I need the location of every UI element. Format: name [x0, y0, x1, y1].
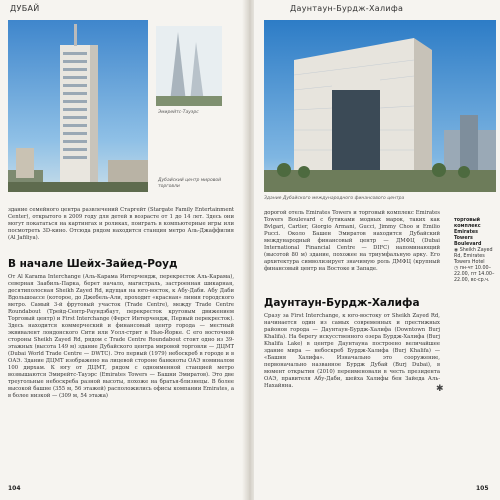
- right-page: [254, 0, 500, 500]
- clock-icon: ◷: [454, 266, 459, 271]
- photo-emirates-towers: [156, 26, 222, 106]
- running-head-left: ДУБАЙ: [10, 4, 40, 13]
- running-head-right: Даунтаун-Бурдж-Халифа: [290, 4, 404, 13]
- sidebar-title: торговый комплекс Emirates Towers Boulevard: [454, 218, 482, 247]
- section-heading-left: В начале Шейх-Зайед-Роуд: [8, 258, 178, 270]
- caption-main: Дубайский центр мировой торговли: [158, 178, 222, 189]
- section-paragraph-right: Сразу за First Interchange, к юго-востоку от Sheikh Zayed Rd, начинается один из самых современных и престижных районов города — Даунтаун-Бурдж-Халифа (Downtown Burj Khalifa). На берегу искусственного озера Бурдж-Халифа (Burj Khalifa Lake) в центре Даунтауна построено величайшее здание мира — небоскреб Бурдж-Халифа (Burj Khalifa) — «Башня Халифа». Изначально это сооружение, первоначально названное Бурдж Дубай (Burj Dubai), в момент открытия (2010) переименовали в честь президента ОАЭ, правителя Абу-Даби, шейха Халифы бен Зайеда Аль-Нахайяна.: [264, 313, 440, 389]
- section-paragraph-left: От Al Karama Interchange (Аль-Карама Интерчендж, перекресток Аль-Карама), северная Заабиль-Парка, берет начало, магистраль, застроенная шикарная, десятиполосная Sheikh Zayed Rd, идущая на юго-восток, к Абу-Даби. Абу Даби Вдольшоассе (которое, до Джебель-Али, проходит «красная» линия городского метро. Самый 3-й фрутовый участок (Trade Centre), между Trade Centre Roundabout (Трейд-Сентр-Раундэбаут, перекресток круговым движением Торговый центр) и First Interchange (Ферст Интерчендж, Первый перекресток). Здесь находится коммерческий и финансовый центр города — местный эквивалент лондонского Сити или Уолл-стрит в Нью-Йорке. С его восточной стороны Sheikh Zayed Rd, рядом с Trade Centre Roundabout стоит одно из 39-этажных (высота 149 м) здание Дубайского центра мировой торговли — ДЦМТ (Dubai World Trade Centre — DWTC). Это первый (1979) небоскреб в городе и в ОАЭ. Здание ДЦМТ изображено на лицевой стороне банкноты ОАЭ номиналом 100 дирхам. К югу от ДЦМТ, рядом с одноименной станцией метро возвышаются Эмирейтс-Тауэрс (Emirates Towers — Башни Эмиратов). Это две треугольные небоскреба разной высоты, похоже на братья-близнецы. В более высокой башне (355 м, 56 этажей) расположились офисы компании Emirates, а в более низкой — (309 м, 54 этажа): [8, 274, 234, 399]
- sidebar-hours: [454, 266, 498, 284]
- photo-world-trade-centre: [8, 20, 148, 192]
- sidebar-address-text: Sheikh Zayed Rd, Emirates Towers Hotel: [454, 248, 493, 265]
- folio-right: 105: [476, 485, 489, 492]
- folio-left: 104: [8, 485, 21, 492]
- sidebar-info-box: [454, 218, 498, 284]
- column-paragraph-right: дорогой отель Emirates Towers и торговый комплекс Emirates Towers Boulevard с бутиками модных марок, таких как Bvlgari, Cartier, Giorgio Armani, Gucci, Jimmy Choo и Emilio Pucci. Около Башен Эмиратов находится Дубайский международный финансовый центр — ДМФЦ (Dubai International Financial Centre — DIFC) напоминающий (высотой 80 м) здание, похожее на триумфальную арку. Его архитектура символизирует значимую роль ДМФЦ (крупный финансовый центр на Востоке и Западе.: [264, 210, 440, 272]
- left-page: [0, 0, 246, 500]
- emirates-towers-illustration: [156, 26, 222, 106]
- sidebar-hours-text: пн-чт 10.00–22.00, пт 14.00–22.00, вс-ср.ч.: [454, 266, 495, 283]
- intro-paragraph: здание семейного центра развлечений Старгейт (Stargate Family Entertainment Center), открытого в 2009 году для детей в возрасте от 1 до 14 лет. Здесь они могут покататься на картингах и роликах, поиграть в компьютерные игры или посмотреть 3D-кино. Отсюда рядом находится станция метро Аль-Джаффилия (Al Jafiliya).: [8, 207, 234, 241]
- difc-illustration: [264, 20, 496, 192]
- tower-illustration: [8, 20, 148, 192]
- star-icon: ✱: [436, 384, 444, 394]
- location-pin-icon: ◉: [454, 248, 459, 253]
- section-heading-right: Даунтаун-Бурдж-Халифа: [264, 297, 420, 309]
- caption-small: Эмирейтс-Тауэрс: [158, 110, 199, 115]
- photo-difc-gate: [264, 20, 496, 192]
- sidebar-address: [454, 248, 498, 266]
- caption-right: Здание Дубайского международного финансового центра: [264, 196, 405, 201]
